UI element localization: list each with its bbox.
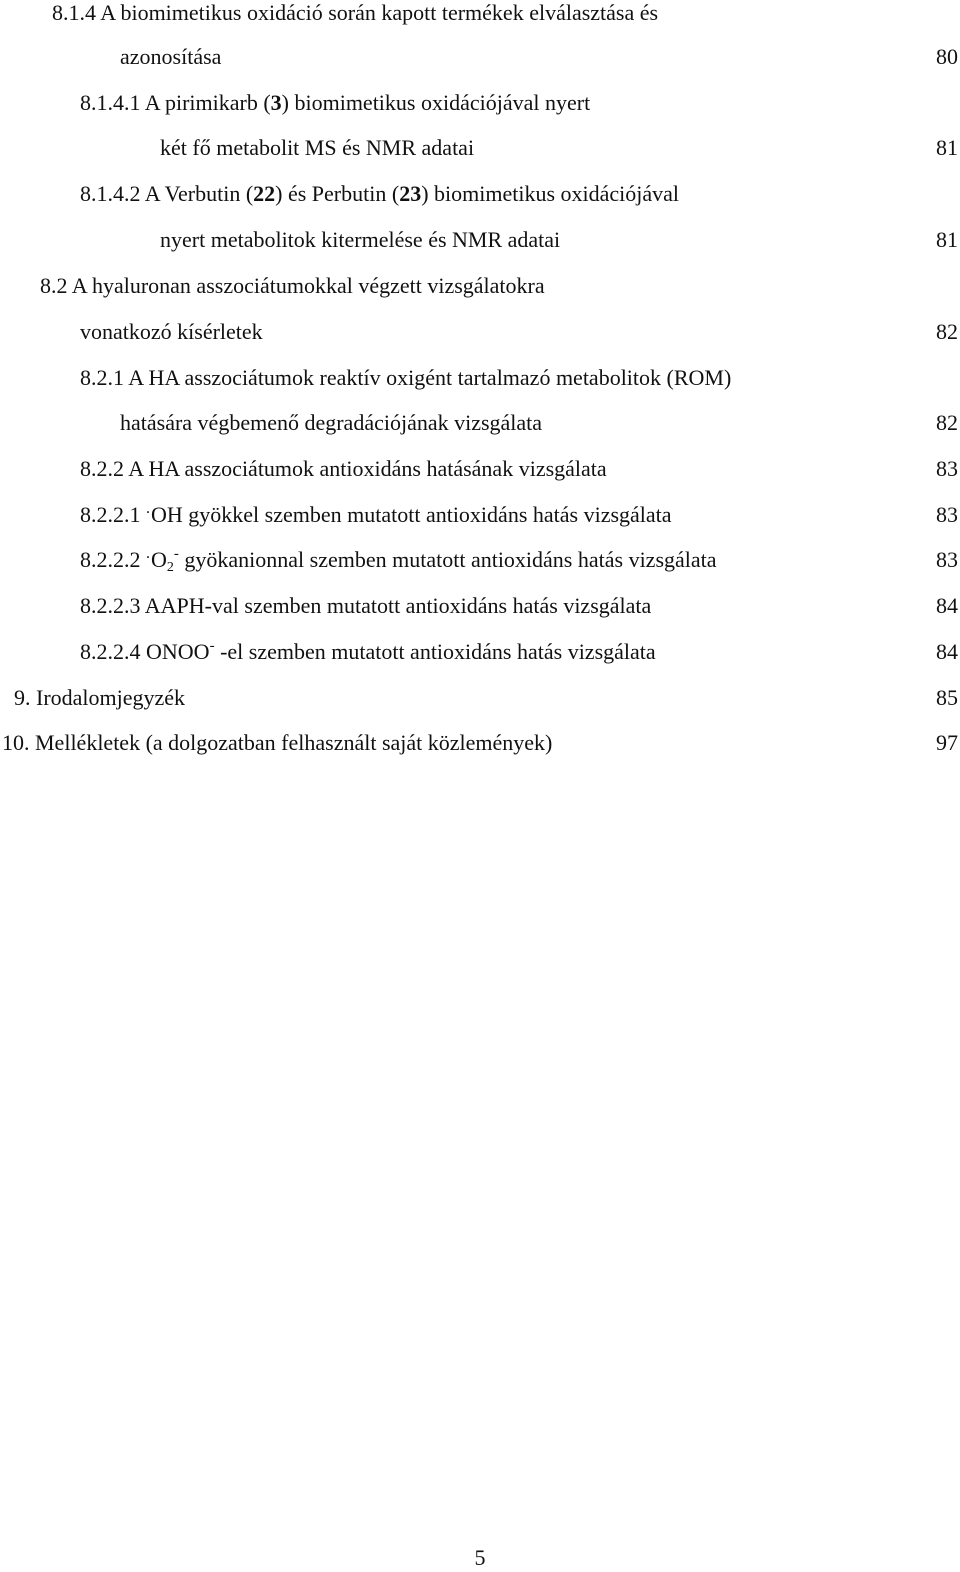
toc-entry-8-2-1-line2: hatására végbemenő degradációjának vizsgálata (120, 410, 543, 435)
toc-page-number: 84 (936, 593, 958, 618)
toc-text: ) és Perbutin ( (275, 181, 400, 206)
toc-text: ) biomimetikus oxidációjával (421, 181, 680, 206)
toc-entry-8-2-line1: 8.2 A hyaluronan asszociátumokkal végzett vizsgálatokra (40, 273, 545, 298)
toc-number: 8.2.2.4 ONOO (80, 639, 210, 664)
radical-dot: . (146, 545, 150, 562)
compound-number: 22 (253, 181, 276, 206)
superscript-charge: - (209, 638, 215, 654)
compound-number: 3 (270, 90, 282, 115)
oxygen-symbol: O (151, 547, 167, 572)
toc-page-number: 85 (936, 685, 958, 710)
toc-entry-8-2-2-1 (80, 502, 672, 531)
toc-page-number: 83 (936, 547, 958, 572)
toc-page-number: 80 (936, 44, 958, 69)
toc-entry-8-1-4-2-line1 (80, 181, 679, 207)
compound-number: 23 (399, 181, 422, 206)
toc-number: 8.2.2.1 (80, 502, 141, 527)
toc-entry-8-2-1-line1: 8.2.1 A HA asszociátumok reaktív oxigént tartalmazó metabolitok (ROM) (80, 365, 732, 390)
toc-number: 8.2.2.2 (80, 547, 141, 572)
toc-page-number: 82 (936, 410, 958, 435)
toc-entry-8-1-4-line1: 8.1.4 A biomimetikus oxidáció során kapott termékek elválasztása és (52, 0, 659, 25)
toc-page-number: 83 (936, 502, 958, 527)
toc-page-number: 82 (936, 319, 958, 344)
toc-text: 8.1.4.1 A pirimikarb ( (80, 90, 271, 115)
toc-page-number: 97 (936, 730, 958, 755)
toc-entry-8-2-2-2 (80, 547, 717, 576)
toc-entry-8-2-2: 8.2.2 A HA asszociátumok antioxidáns hatásának vizsgálata (80, 456, 607, 481)
toc-entry-8-2-line2: vonatkozó kísérletek (80, 319, 263, 344)
toc-entry-8-1-4-1-line1 (80, 90, 590, 116)
toc-text: OH gyökkel szemben mutatott antioxidáns hatás vizsgálata (151, 502, 672, 527)
page-number-footer: 5 (474, 1545, 486, 1570)
toc-text: gyökanionnal szemben mutatott antioxidáns hatás vizsgálata (178, 547, 717, 572)
toc-entry-9: 9. Irodalomjegyzék (14, 685, 186, 710)
toc-entry-8-1-4-1-line2: két fő metabolit MS és NMR adatai (160, 135, 475, 160)
toc-text: ) biomimetikus oxidációjával nyert (281, 90, 591, 115)
toc-page-number: 84 (936, 639, 958, 664)
toc-entry-8-2-2-3: 8.2.2.3 AAPH-val szemben mutatott antioxidáns hatás vizsgálata (80, 593, 652, 618)
toc-entry-8-1-4-2-line2: nyert metabolitok kitermelése és NMR adatai (160, 227, 561, 252)
toc-entry-8-1-4-line2: azonosítása (120, 44, 222, 69)
toc-entry-8-2-2-4 (80, 639, 656, 665)
toc-entry-10: 10. Mellékletek (a dolgozatban felhasznált saját közlemények) (2, 730, 553, 755)
toc-page-number: 81 (936, 227, 958, 252)
superscript-charge: - (173, 546, 179, 562)
subscript: 2 (166, 560, 174, 575)
toc-text: 8.1.4.2 A Verbutin ( (80, 181, 254, 206)
toc-page-number: 81 (936, 135, 958, 160)
toc-page-number: 83 (936, 456, 958, 481)
radical-dot: . (146, 500, 150, 517)
toc-text: -el szemben mutatott antioxidáns hatás vizsgálata (214, 639, 656, 664)
